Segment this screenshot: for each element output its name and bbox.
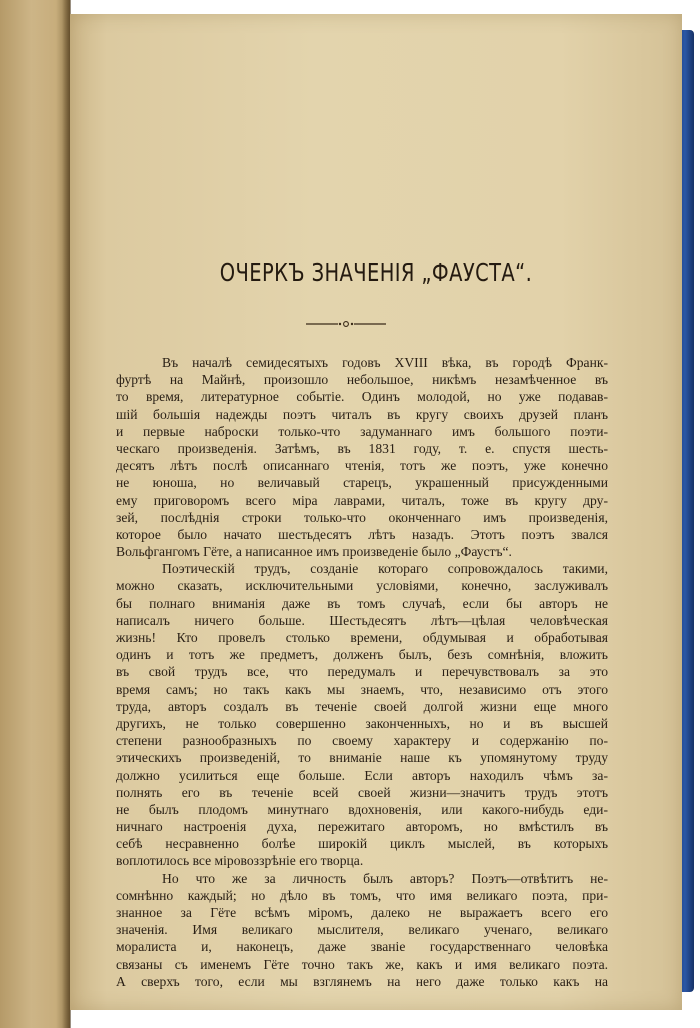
text-line: другихъ, не только совершенно законченныхъ, но и въ высшей xyxy=(116,715,608,731)
left-page-edge xyxy=(0,0,70,1028)
text-line: то время, литературное событіе. Одинъ молодой, но уже подавав- xyxy=(116,389,608,405)
text-line: одинъ и тотъ же предметъ, долженъ былъ, безъ сомнѣнія, вложить xyxy=(116,647,608,663)
text-line: шій большія надежды поэтъ читалъ въ кругу своихъ друзей планъ xyxy=(116,406,608,422)
text-line: не былъ плодомъ минутнаго вдохновенія, или какого-нибудь еди- xyxy=(116,801,608,817)
text-line: Но что же за личность былъ авторъ? Поэтъ—отвѣтитъ не- xyxy=(162,870,608,886)
chapter-title: ОЧЕРКЪ ЗНАЧЕНІЯ „ФАУСТА“. xyxy=(219,258,533,287)
text-line: степени разнообразныхъ по своему характеру и содержанію по- xyxy=(116,733,608,749)
text-line: Поэтическій трудъ, созданіе котораго сопровождалось такими, xyxy=(162,561,608,577)
text-line: значенія. Имя великаго мыслителя, великаго ученаго, великаго xyxy=(116,922,608,938)
text-line: ему приговоромъ всего міра лаврами, читалъ, тоже въ кругу дру- xyxy=(116,492,608,508)
text-line: фуртѣ на Майнѣ, произошло небольшое, никѣмъ незамѣченное въ xyxy=(116,372,608,388)
text-line: полнять его въ теченіе всей своей жизни—значитъ трудъ этотъ xyxy=(116,784,608,800)
text-line: Вольфгангомъ Гёте, а написанное имъ произведеніе было „Фаустъ“. xyxy=(116,544,512,560)
text-line: труда, авторъ создалъ въ теченіе своей долгой жизни еще много xyxy=(116,698,608,714)
body-text xyxy=(116,354,608,990)
text-line: ческаго произведенія. Затѣмъ, въ 1831 году, т. е. спустя шесть- xyxy=(116,440,608,456)
book-page xyxy=(70,14,682,1010)
title-ornament-divider xyxy=(306,318,386,330)
text-line: десятъ лѣтъ послѣ описаннаго чтенія, тотъ же поэтъ, уже конечно xyxy=(116,458,608,474)
text-line: бы полнаго вниманія даже въ томъ случаѣ, если бы авторъ не xyxy=(116,595,608,611)
text-line: моралиста и, наконецъ, даже званіе государственнаго человѣка xyxy=(116,939,608,955)
text-line: и первые наброски только-что задуманнаго имъ большого поэти- xyxy=(116,423,608,439)
text-line: сомнѣнно каждый; но дѣло въ томъ, что имя великаго поэта, при- xyxy=(116,887,608,903)
text-line: въ свой трудъ все, что передумалъ и перечувствовалъ за это xyxy=(116,664,608,680)
text-line: воплотилось все міровоззрѣніе его творца. xyxy=(116,853,364,869)
text-line: можно сказать, исключительными условіями, конечно, заслуживалъ xyxy=(116,578,608,594)
text-line: знанное за Гёте всѣмъ міромъ, далеко не выражаетъ всего его xyxy=(116,905,608,920)
text-line: А сверхъ того, если мы взглянемъ на него даже только какъ на xyxy=(116,973,608,989)
text-line: себѣ несравненно болѣе широкій циклъ мыслей, въ которыхъ xyxy=(116,836,608,852)
text-line: написалъ ничего больше. Шестьдесятъ лѣтъ—цѣлая человѣческая xyxy=(116,612,608,628)
text-line: которое было начато шестьдесятъ лѣтъ назадъ. Этотъ поэтъ звался xyxy=(116,526,608,542)
text-line: не юноша, но величавый старецъ, украшенный присужденными xyxy=(116,475,608,491)
text-line: жизнь! Кто провелъ столько времени, обдумывая и обработывая xyxy=(116,630,608,645)
text-line: время самъ; но такъ какъ мы знаемъ, что, независимо отъ этого xyxy=(116,681,608,697)
text-line: ничнаго настроенія духа, пережитаго авторомъ, но вмѣстилъ въ xyxy=(116,819,608,835)
text-line: Въ началѣ семидесятыхъ годовъ XVIII вѣка, въ городѣ Франк- xyxy=(162,355,608,370)
text-line: должно усилиться еще больше. Если авторъ находилъ чѣмъ за- xyxy=(116,767,608,783)
text-line: зей, послѣднія строки только-что оконченнаго имъ произведенія, xyxy=(116,509,608,525)
text-line: этическихъ произведеній, то вниманіе наше къ упомянутому труду xyxy=(116,750,608,766)
text-line: связаны съ именемъ Гёте точно такъ же, какъ и имя великаго поэта. xyxy=(116,956,608,972)
